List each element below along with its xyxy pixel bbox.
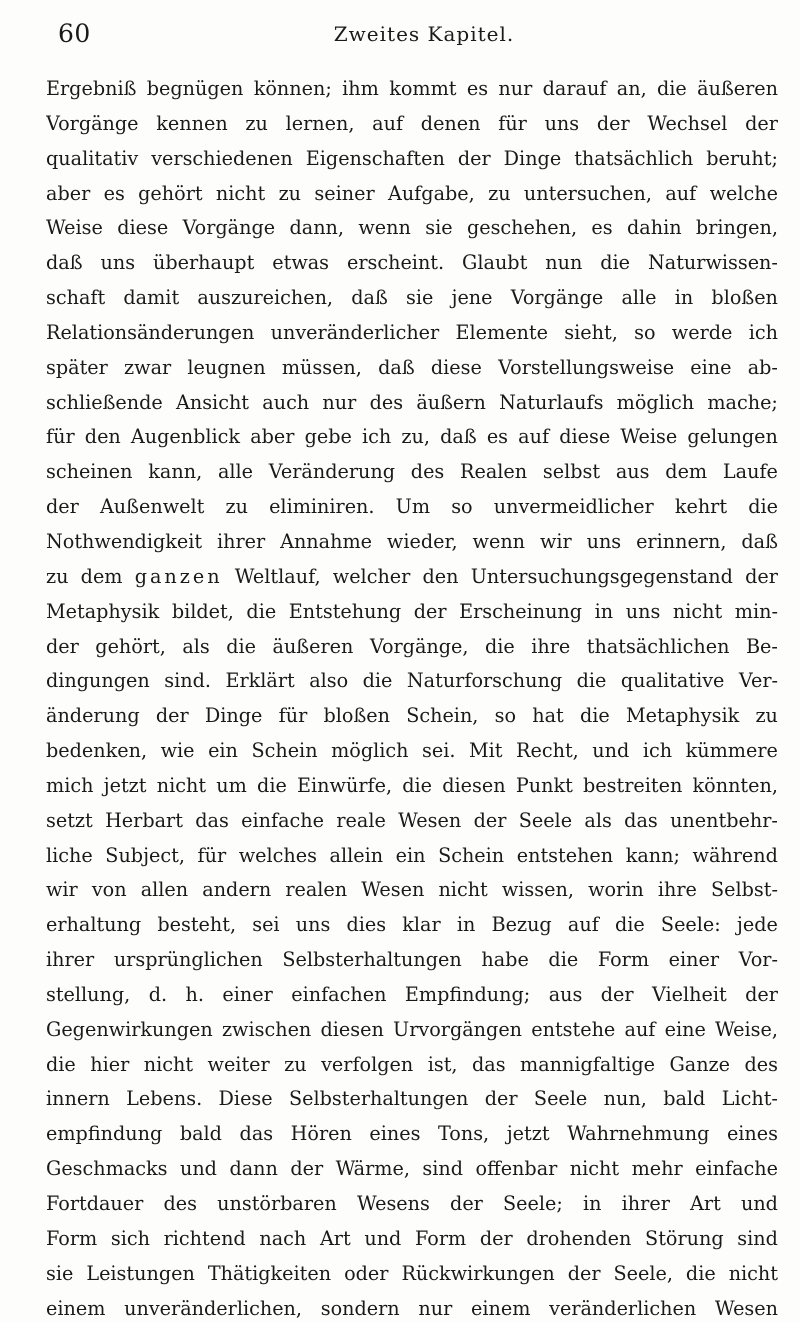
- text-line: einem unveränderlichen, sondern nur einem veränderlichen Wesen: [46, 1296, 778, 1320]
- text-line: setzt Herbart das einfache reale Wesen der Seele als das unentbehr-: [46, 808, 778, 832]
- text-line: erhaltung besteht, sei uns dies klar in Bezug auf die Seele: jede: [46, 913, 778, 937]
- text-line: Geschmacks und dann der Wärme, sind offenbar nicht mehr einfache: [46, 1157, 778, 1181]
- text-line: bedenken, wie ein Schein möglich sei. Mit Recht, und ich kümmere: [46, 739, 778, 763]
- text-line: änderung der Dinge für bloßen Schein, so hat die Metaphysik zu: [46, 704, 778, 728]
- text-line: Nothwendigkeit ihrer Annahme wieder, wenn wir uns erinnern, daß: [46, 529, 778, 553]
- running-head: Zweites Kapitel.: [333, 22, 515, 46]
- text-line: zu dem ganzen Weltlauf, welcher den Untersuchungsgegenstand der: [46, 564, 778, 588]
- text-line: Fortdauer des unstörbaren Wesens der Seele; in ihrer Art und: [46, 1192, 778, 1215]
- text-line: ihrer ursprünglichen Selbsterhaltungen habe die Form einer Vor-: [46, 948, 778, 972]
- text-line: wir von allen andern realen Wesen nicht wissen, worin ihre Selbst-: [46, 878, 778, 902]
- text-line: stellung, d. h. einer einfachen Empfindung; aus der Vielheit der: [46, 982, 778, 1006]
- text-line: Gegenwirkungen zwischen diesen Urvorgängen entstehe auf eine Weise,: [46, 1017, 778, 1041]
- text-line: später zwar leugnen müssen, daß diese Vorstellungsweise eine ab-: [46, 355, 778, 379]
- text-line: Vorgänge kennen zu lernen, auf denen für uns der Wechsel der: [46, 111, 778, 135]
- text-line: der gehört, als die äußeren Vorgänge, die ihre thatsächlichen Be-: [46, 634, 778, 658]
- text-line: aber es gehört nicht zu seiner Aufgabe, zu untersuchen, auf welche: [46, 181, 778, 205]
- text-line: Ergebniß begnügen können; ihm kommt es nur darauf an, die äußeren: [46, 77, 778, 100]
- page-header: [58, 14, 770, 54]
- text-line: schaft damit auszureichen, daß sie jene Vorgänge alle in bloßen: [46, 286, 778, 310]
- text-line: innern Lebens. Diese Selbsterhaltungen der Seele nun, bald Licht-: [46, 1087, 778, 1111]
- text-line: die hier nicht weiter zu verfolgen ist, das mannigfaltige Ganze des: [46, 1052, 778, 1076]
- text-line: der Außenwelt zu eliminiren. Um so unvermeidlicher kehrt die: [46, 495, 778, 519]
- text-line: Weise diese Vorgänge dann, wenn sie geschehen, es dahin bringen,: [46, 216, 778, 240]
- text-line: dingungen sind. Erklärt also die Naturforschung die qualitative Ver-: [46, 669, 778, 693]
- text-line: qualitativ verschiedenen Eigenschaften der Dinge thatsächlich beruht;: [46, 146, 778, 170]
- text-line: Metaphysik bildet, die Entstehung der Erscheinung in uns nicht min-: [46, 599, 778, 623]
- text-line: empfindung bald das Hören eines Tons, jetzt Wahrnehmung eines: [46, 1122, 778, 1146]
- text-line: schließende Ansicht auch nur des äußern Naturlaufs möglich mache;: [46, 390, 778, 414]
- body-text: [46, 72, 778, 1326]
- page-number: 60: [58, 19, 91, 48]
- text-line: Relationsänderungen unveränderlicher Elemente sieht, so werde ich: [46, 320, 778, 344]
- text-line: daß uns überhaupt etwas erscheint. Glaubt nun die Naturwissen-: [46, 251, 778, 275]
- text-line: sie Leistungen Thätigkeiten oder Rückwirkungen der Seele, die nicht: [46, 1261, 778, 1285]
- text-line: liche Subject, für welches allein ein Schein entstehen kann; während: [46, 843, 778, 867]
- text-line: für den Augenblick aber gebe ich zu, daß es auf diese Weise gelungen: [46, 425, 778, 449]
- text-line: mich jetzt nicht um die Einwürfe, die diesen Punkt bestreiten könnten,: [46, 773, 778, 797]
- text-line: scheinen kann, alle Veränderung des Realen selbst aus dem Laufe: [46, 460, 778, 484]
- text-line: Form sich richtend nach Art und Form der drohenden Störung sind: [46, 1226, 778, 1250]
